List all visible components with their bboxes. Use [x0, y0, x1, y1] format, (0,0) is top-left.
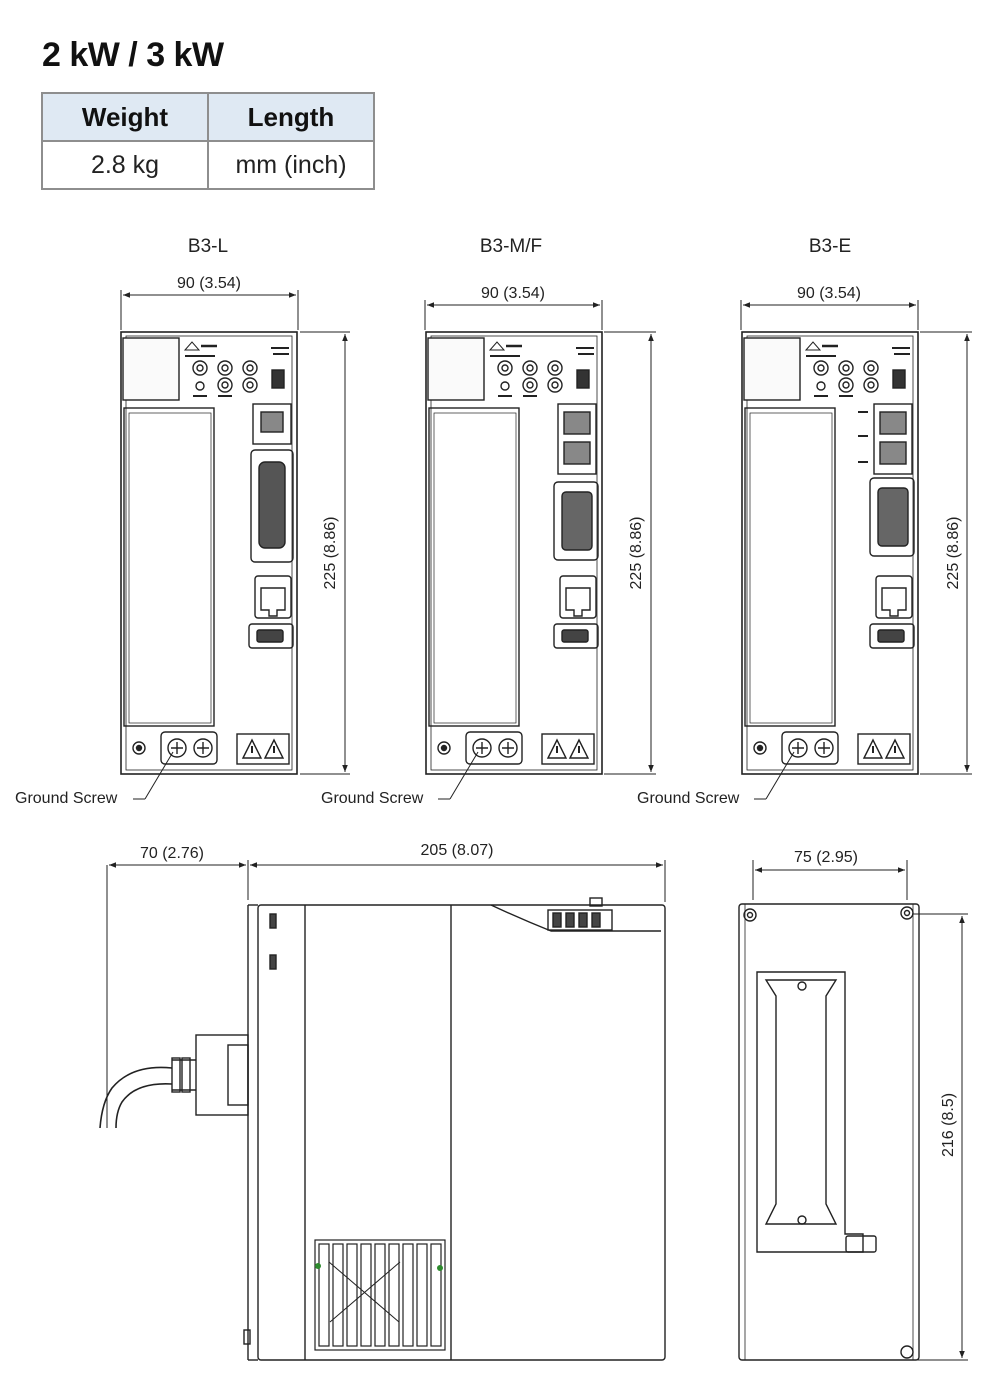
- back-width-dim: 75 (2.95): [793, 849, 859, 866]
- length-unit: mm (inch): [208, 141, 374, 189]
- front-view-b3-e: [741, 300, 972, 799]
- ground-screw-label-b3-m-f: Ground Screw: [321, 790, 424, 807]
- front-view-b3-m-f: [425, 300, 656, 799]
- width-dim-b3-m-f: 90 (3.54): [480, 285, 546, 302]
- side-view: [100, 860, 665, 1360]
- ground-screw-label-b3-e: Ground Screw: [637, 790, 740, 807]
- height-dim-b3-m-f: 225 (8.86): [628, 516, 645, 590]
- page-title: 2 kW / 3 kW: [42, 36, 224, 74]
- front-view-b3-l: [121, 290, 350, 799]
- back-height-dim: 216 (8.5): [940, 1092, 957, 1158]
- ground-screw-label-b3-l: Ground Screw: [15, 790, 118, 807]
- width-dim-b3-e: 90 (3.54): [796, 285, 862, 302]
- back-view: [739, 860, 968, 1360]
- height-dim-b3-l: 225 (8.86): [322, 516, 339, 590]
- depth-dim: 205 (8.07): [420, 842, 494, 859]
- height-dim-b3-e: 225 (8.86): [945, 516, 962, 590]
- weight-header: Weight: [42, 93, 208, 141]
- model-label-b3-e: B3-E: [808, 236, 852, 257]
- length-header: Length: [208, 93, 374, 141]
- model-label-b3-l: B3-L: [187, 236, 229, 257]
- cable-clearance-dim: 70 (2.76): [139, 845, 205, 862]
- model-label-b3-m-f: B3-M/F: [479, 236, 543, 257]
- width-dim-b3-l: 90 (3.54): [176, 275, 242, 292]
- weight-value: 2.8 kg: [42, 141, 208, 189]
